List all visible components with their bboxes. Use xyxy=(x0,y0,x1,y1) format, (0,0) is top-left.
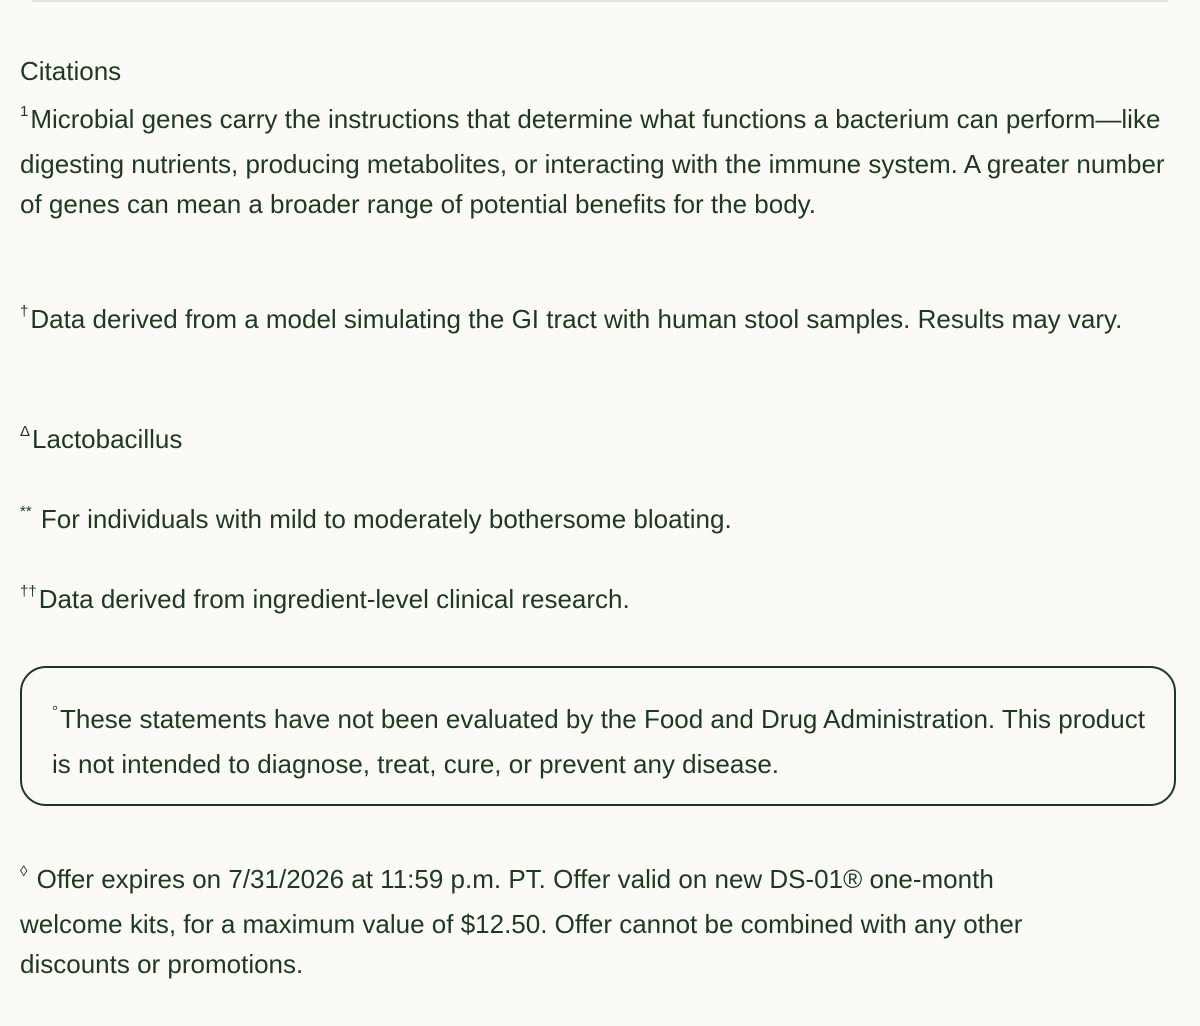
citation-note-genes xyxy=(20,99,1180,224)
citation-note-bloating xyxy=(20,499,1180,544)
citation-note-clinical-research xyxy=(20,579,1180,624)
offer-note xyxy=(20,859,1100,984)
fda-disclaimer xyxy=(52,699,1152,784)
citation-text: Data derived from a model simulating the GI tract with human stool samples. Results may vary. xyxy=(30,304,1123,334)
citation-text: Data derived from ingredient-level clinical research. xyxy=(38,584,630,614)
footnote-marker: ** xyxy=(20,503,32,520)
citations-heading: Citations xyxy=(20,56,122,86)
fda-disclaimer-box xyxy=(20,666,1176,806)
footnote-marker: 1 xyxy=(20,103,29,120)
fda-disclaimer-text: These statements have not been evaluated by the Food and Drug Administration. This product is not intended to diagnose, treat, cure, or prevent any disease. xyxy=(52,704,1145,779)
footnote-marker: Δ xyxy=(20,423,31,440)
citation-text: For individuals with mild to moderately bothersome bloating. xyxy=(33,504,732,534)
footnote-marker: ◊ xyxy=(20,863,28,880)
footnote-marker: ° xyxy=(52,703,58,720)
citation-text: Microbial genes carry the instructions that determine what functions a bacterium can perform—like digesting nutrients, producing metabolites, or interacting with the immune system. A greater number of genes can mean a broader range of potential benefits for the body. xyxy=(20,104,1165,219)
footnote-marker: † xyxy=(20,303,29,320)
offer-note-text: Offer expires on 7/31/2026 at 11:59 p.m. PT. Offer valid on new DS-01® one-month welcome kits, for a maximum value of $12.50. Offer cannot be combined with any other discounts or promotions. xyxy=(20,864,1023,979)
citation-note-lactobacillus xyxy=(20,419,1180,464)
citation-note-gi-model xyxy=(20,299,1180,344)
top-divider xyxy=(32,0,1168,2)
footnote-marker: †† xyxy=(20,583,37,600)
citation-text: Lactobacillus xyxy=(32,424,183,454)
